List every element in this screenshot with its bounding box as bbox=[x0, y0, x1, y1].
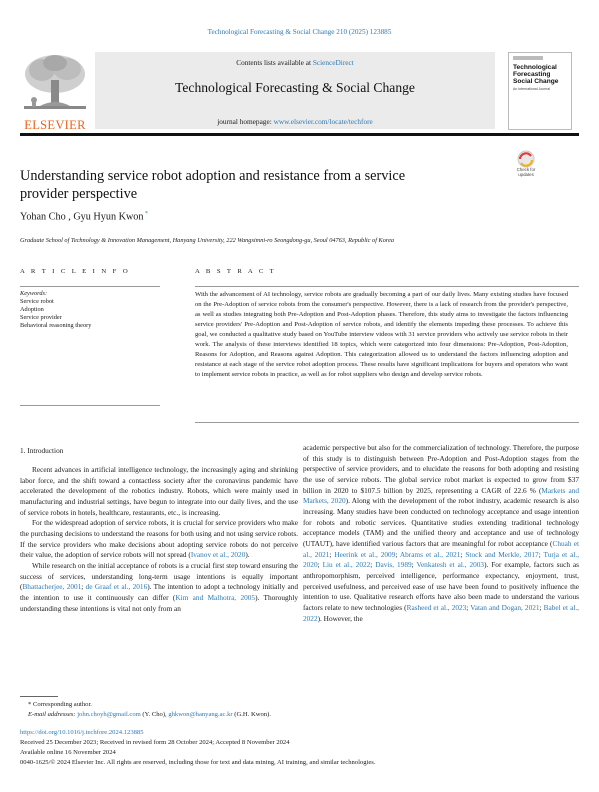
abstract-rule bbox=[195, 286, 579, 287]
corresponding-footnote: * Corresponding author. bbox=[28, 701, 92, 708]
sciencedirect-link[interactable]: ScienceDirect bbox=[312, 58, 354, 67]
received-dates: Received 25 December 2023; Received in revised form 28 October 2024; Accepted 8 November 2024 bbox=[20, 738, 290, 746]
abstract-text: With the advancement of AI technology, service robots are gradually becoming a part of our daily lives. Many existing studies have focused on the Pre-Adoption of service robots from the consumer's perspective. However, there is a lack of research from the provider's perspective, as well as studies integrating both Pre-Adoption and Post-Adoption phases. Therefore, this study aims to investigate the factors influencing service providers' Pre-Adoption and Post-Adoption of service robots, and identify the elements impeding these processes. To achieve this goal, we conducted a qualitative study based on YouTube interview videos with 31 service providers who actively use service robots in their work. The analysis of these interviews identified 18 topics, which were categorized into four dimensions: Pre-Adoption, Post-Adoption, Reasons for Adoption, and Reasons against Adoption. This categorization allowed us to understand the factors influencing adoption and resistance at each stage of the service robot adoption process. These results have significant implications for buyers and operators who want to implement service robots in practice, as well as for robot suppliers who design and develop service robots. bbox=[195, 291, 568, 379]
text-run: For the widespread adoption of service robots, it is crucial for service providers who make the purchasing decisions to understand the reasons for both using and not using service robots. If the service providers who make decisions about adopting service robots do not perceive their value, the adoption of service robots will not spread ( bbox=[20, 518, 298, 560]
text-run: ). However, the bbox=[317, 613, 363, 623]
article-info-heading: A R T I C L E I N F O bbox=[20, 268, 131, 275]
article-title-line2: provider perspective bbox=[20, 186, 138, 202]
contents-line bbox=[95, 58, 495, 67]
keyword-item: Service provider bbox=[20, 313, 62, 321]
paragraph bbox=[20, 561, 298, 614]
footnotes bbox=[28, 700, 271, 719]
corresponding-label: Corresponding author. bbox=[32, 701, 92, 708]
publisher-logo-text[interactable]: ELSEVIER bbox=[24, 118, 86, 132]
affiliation: Graduate School of Technology & Innovation Management, Hanyang University, 222 Wangsimni-ro Seongdong-gu, Seoul 04763, Republic of Korea bbox=[20, 237, 395, 244]
email-label: E-mail addresses: bbox=[28, 710, 78, 718]
text-run: ). Thoroughly understanding these intentions is vital not only from an bbox=[20, 592, 298, 613]
cover-title bbox=[513, 64, 558, 85]
keyword-item: Behavioral reasoning theory bbox=[20, 321, 92, 329]
text-run: ; bbox=[538, 549, 544, 559]
journal-homepage bbox=[95, 117, 495, 126]
author-kwon[interactable]: Gyu Hyun Kwon bbox=[73, 211, 144, 223]
citation-link[interactable]: Venkatesh et al., 2003 bbox=[416, 560, 485, 570]
text-run: ; bbox=[395, 549, 400, 559]
citation-link[interactable]: Ivanov et al., 2020 bbox=[190, 550, 246, 560]
check-updates-icon bbox=[512, 150, 540, 168]
email-link-cho[interactable]: john.choyh@gmail.com bbox=[77, 710, 141, 718]
text-run: academic perspective but also for the commercialization of technology. Therefore, the purpose of this study is to distinguish between Pre-Adoption and Post-Adoption stages from the perspective of service providers, and to elucidate the reasons for both adopting and resisting the use of service robots. The global service robot market is expected to grow from $37 billion in 2020 to $107.5 billion by 2025, representing a CAGR of 22.6 % ( bbox=[303, 443, 579, 495]
check-updates-label bbox=[512, 168, 540, 177]
text-run: ; bbox=[466, 602, 471, 612]
text-run: ; bbox=[411, 560, 417, 570]
keyword-item: Service robot bbox=[20, 297, 54, 305]
available-online: Available online 16 November 2024 bbox=[20, 748, 116, 756]
abstract-bottom-rule bbox=[195, 422, 579, 423]
contents-prefix: Contents lists available at bbox=[236, 58, 313, 67]
citation-link[interactable]: Liu et al., 2022 bbox=[322, 560, 371, 570]
cover-subtitle: An International Journal bbox=[513, 87, 550, 91]
cover-title-line2: Forecasting bbox=[513, 71, 551, 78]
header-rule bbox=[20, 133, 579, 136]
email-owner-cho: (Y. Cho), bbox=[140, 710, 169, 718]
homepage-prefix: journal homepage: bbox=[217, 117, 274, 126]
citation-link[interactable]: Babel et al., 2022 bbox=[303, 602, 579, 623]
citation-link[interactable]: Davis, 1989 bbox=[375, 560, 412, 570]
text-run: While research on the initial acceptance of robots is a crucial first step toward ensuring the success of services, understanding long-term usage intentions is equally important ( bbox=[20, 560, 298, 592]
citation-link[interactable]: Markets and Markets, 2020 bbox=[303, 485, 579, 506]
check-updates-line1: Check for bbox=[516, 167, 536, 172]
cover-title-line1: Technological bbox=[513, 64, 557, 71]
check-updates-line2: updates bbox=[518, 171, 534, 177]
citation-link[interactable]: de Graaf et al., 2016 bbox=[85, 582, 148, 592]
homepage-link[interactable]: www.elsevier.com/locate/techfore bbox=[273, 117, 373, 126]
text-run: ). bbox=[245, 550, 250, 560]
keywords-label: Keywords: bbox=[20, 290, 48, 297]
article-title bbox=[20, 167, 490, 203]
text-run: ). For example, factors such as anthropomorphism, perceived intelligence, performance expectancy, enjoyment, trust, perceived usefulness, and perceived ease of use have been found to positively influence the intention to use. Qualitative research efforts have also been made to understand the various factors relate to new technologies ( bbox=[303, 560, 579, 612]
text-run: ; bbox=[329, 549, 335, 559]
citation-link[interactable]: Kim and Malhotra, 2005 bbox=[175, 592, 256, 602]
email-owner-kwon: (G.H. Kwon). bbox=[232, 710, 271, 718]
email-link-kwon[interactable]: ghkwon@hanyang.ac.kr bbox=[168, 710, 233, 718]
article-title-line1: Understanding service robot adoption and resistance from a service bbox=[20, 168, 406, 184]
citation-link[interactable]: Turja et al., 2020 bbox=[303, 549, 580, 570]
section-heading-introduction: 1. Introduction bbox=[20, 446, 64, 455]
author-separator: , bbox=[65, 211, 74, 223]
citation-link[interactable]: Heerink et al., 2009 bbox=[334, 549, 396, 559]
text-run: ; bbox=[539, 602, 544, 612]
paragraph: Recent advances in artificial intelligence technology, the increasingly aging and shrinking labor force, and the shift toward a contactless society after the coronavirus pandemic have accelerated the development of the robotics industry. Robots, which were mainly used in manufacturing and industrial settings, have begun to integrate into our daily lives, and the use of service robots in hotels, healthcare, restaurants, etc., is increasing. bbox=[20, 465, 298, 517]
citation-link[interactable]: Vatan and Dogan, 2021 bbox=[470, 602, 540, 612]
citation-link[interactable]: Rasheed et al., 2023 bbox=[406, 602, 467, 612]
abstract-heading: A B S T R A C T bbox=[195, 268, 277, 275]
text-run: ; bbox=[460, 549, 466, 559]
article-info-bottom-rule bbox=[20, 405, 160, 406]
footnote-rule bbox=[20, 696, 58, 697]
text-run: ). The intention to adopt a technology initially and the intention to use it continuously can differ ( bbox=[20, 582, 298, 602]
body-column-left bbox=[20, 465, 298, 614]
keywords-block bbox=[20, 290, 91, 330]
article-footer bbox=[20, 728, 376, 768]
citation-link[interactable]: Chuah et al., 2021 bbox=[303, 538, 579, 559]
citation-link[interactable]: Bhattacherjee, 2001 bbox=[22, 582, 82, 592]
text-run: ). Along with the development of the robot industry, academic research is also increasing. Many studies have been conducted on technology acceptance and usage intention for robots and robotic services. Quantitative studies extending traditional technology acceptance models (TAM) and the unified theory and acceptance and use of technology (UTAUT), have identified various factors that are meaningful for robot acceptance ( bbox=[303, 496, 580, 548]
author-list bbox=[20, 211, 148, 222]
cover-title-line3: Social Change bbox=[513, 78, 559, 85]
body-column-right bbox=[303, 443, 579, 624]
check-for-updates-badge[interactable] bbox=[512, 150, 540, 180]
corresponding-author-mark[interactable]: * bbox=[143, 211, 148, 217]
cover-top-bar bbox=[513, 56, 543, 60]
author-cho[interactable]: Yohan Cho bbox=[20, 211, 66, 223]
citation-link[interactable]: Abrams et al., 2021 bbox=[399, 549, 461, 559]
citation-link[interactable]: Stock and Merkle, 2017 bbox=[465, 549, 539, 559]
journal-title: Technological Forecasting & Social Change bbox=[175, 80, 415, 95]
text-run: ; bbox=[81, 582, 86, 592]
email-footnote bbox=[28, 710, 271, 720]
article-info-rule bbox=[20, 286, 160, 287]
journal-cover-thumbnail[interactable] bbox=[508, 52, 572, 130]
copyright-line: 0040-1625/© 2024 Elsevier Inc. All rights are reserved, including those for text and data mining, AI training, and similar technologies. bbox=[20, 758, 376, 766]
journal-reference[interactable]: Technological Forecasting & Social Change 210 (2025) 123885 bbox=[207, 28, 392, 36]
paragraph bbox=[20, 518, 298, 561]
paragraph bbox=[303, 443, 579, 624]
doi-link[interactable]: https://doi.org/10.1016/j.techfore.2024.123885 bbox=[20, 729, 144, 736]
text-run: ; bbox=[317, 560, 323, 570]
text-run: ; bbox=[370, 560, 376, 570]
keyword-item: Adoption bbox=[20, 305, 44, 313]
